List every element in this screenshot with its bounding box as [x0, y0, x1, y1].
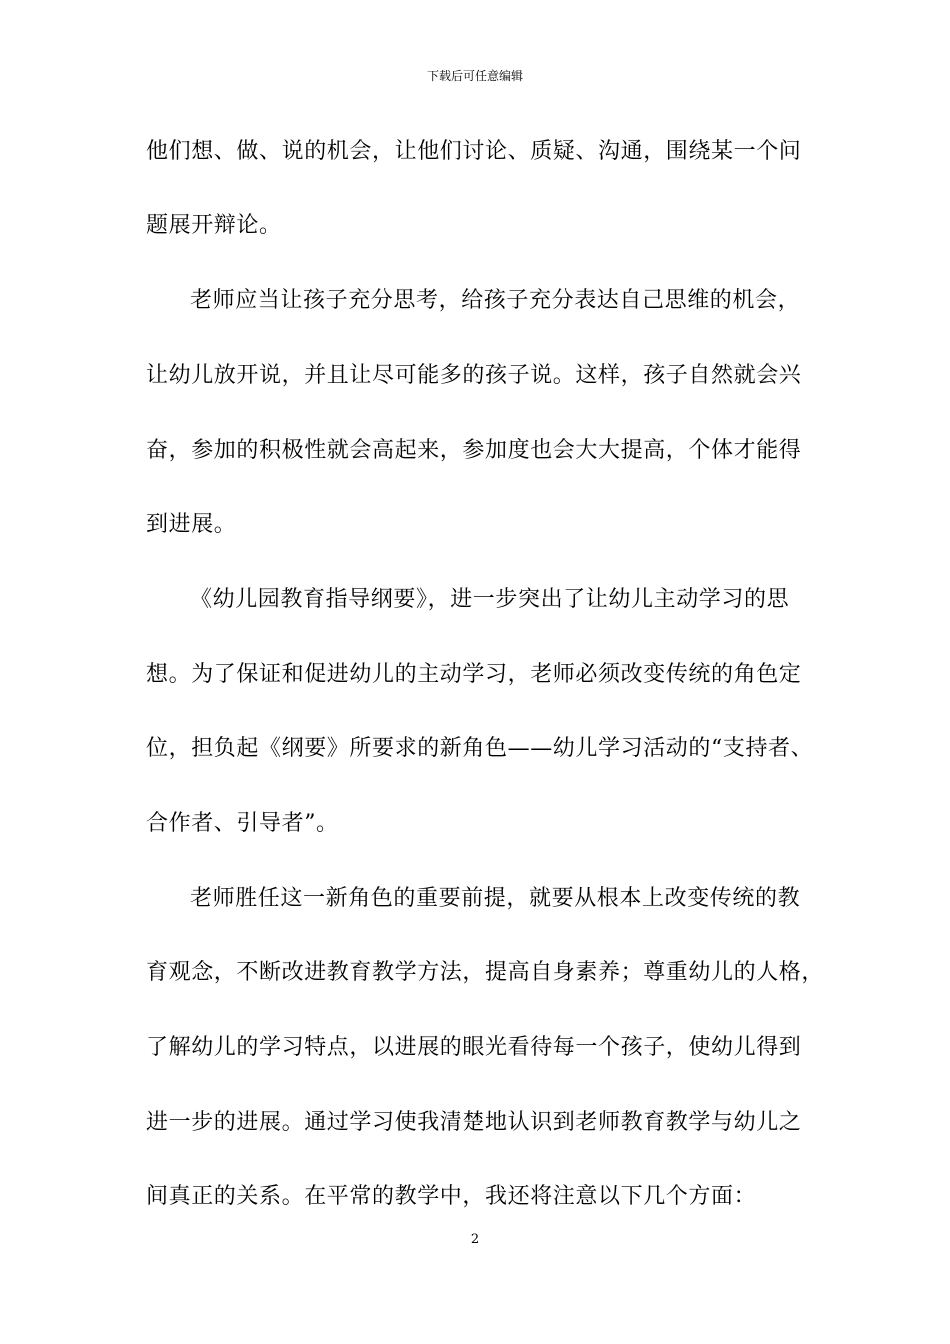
paragraph-first-line: 老师应当让孩子充分思考，给孩子充分表达自己思维的机会， [190, 288, 801, 313]
body-line: 到进展。 [146, 512, 237, 537]
body-line: 进一步的进展。通过学习使我清楚地认识到老师教育教学与幼儿之 [146, 1110, 802, 1135]
paragraph-first-line: 《幼儿园教育指导纲要》，进一步突出了让幼儿主动学习的思 [190, 587, 790, 612]
body-line: 让幼儿放开说，并且让尽可能多的孩子说。这样，孩子自然就会兴 [146, 363, 802, 388]
body-line: 育观念，不断改进教育教学方法，提高自身素养；尊重幼儿的人格， [146, 960, 825, 985]
paragraph-first-line: 老师胜任这一新角色的重要前提，就要从根本上改变传统的教 [190, 886, 801, 911]
body-line: 他们想、做、说的机会，让他们讨论、质疑、沟通，围绕某一个问 [146, 139, 802, 164]
body-line: 间真正的关系。在平常的教学中，我还将注意以下几个方面： [146, 1184, 757, 1209]
page-number: 2 [470, 1232, 480, 1247]
body-line: 奋，参加的积极性就会高起来，参加度也会大大提高，个体才能得 [146, 438, 802, 463]
body-line: 位，担负起《纲要》所要求的新角色——幼儿学习活动的“支持者、 [146, 736, 814, 761]
body-line: 题展开辩论。 [146, 213, 282, 238]
body-line: 了解幼儿的学习特点，以进展的眼光看待每一个孩子，使幼儿得到 [146, 1035, 802, 1060]
page-header: 下载后可任意编辑 [426, 69, 523, 83]
body-line: 合作者、引导者”。 [146, 811, 339, 836]
body-line: 想。为了保证和促进幼儿的主动学习，老师必须改变传统的角色定 [146, 662, 802, 687]
